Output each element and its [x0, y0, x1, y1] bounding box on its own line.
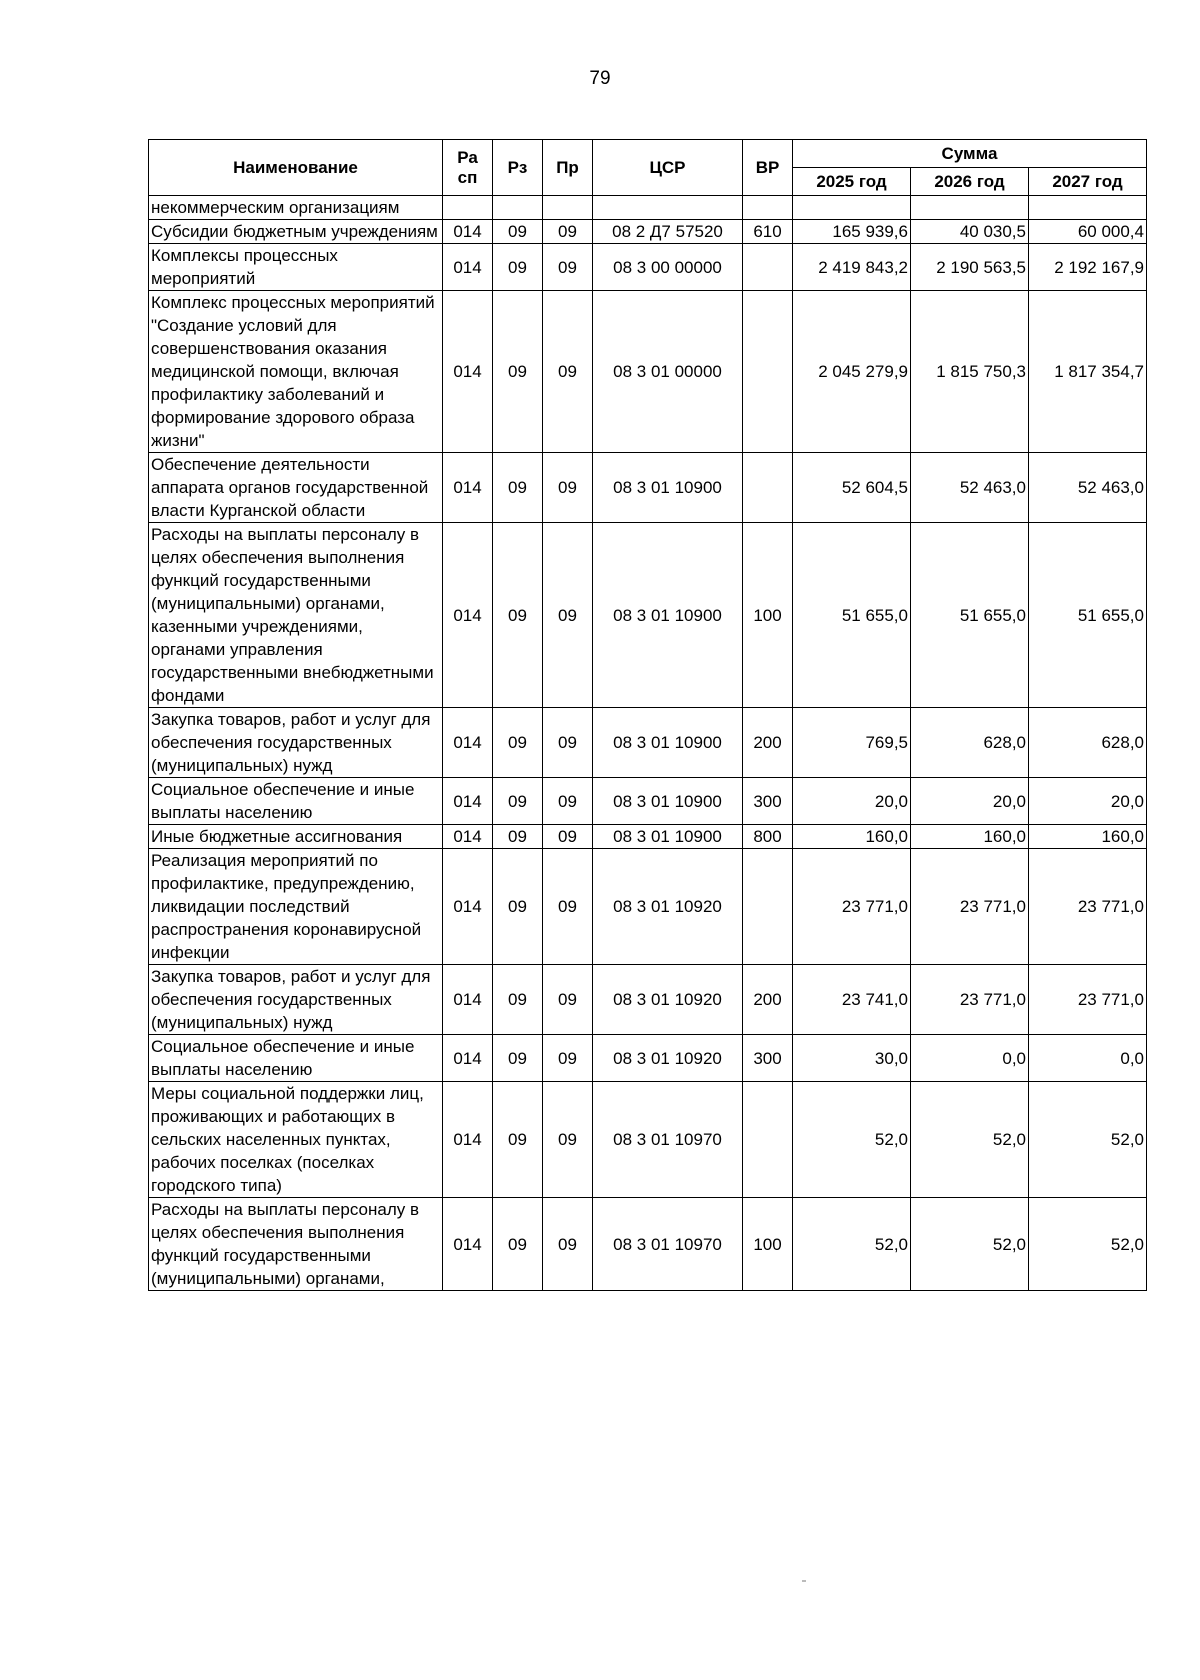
cell-vr: 300 [743, 1035, 793, 1082]
cell-csr: 08 3 01 10900 [593, 523, 743, 708]
cell-csr: 08 3 00 00000 [593, 244, 743, 291]
cell-2025: 52,0 [793, 1198, 911, 1291]
cell-2027: 2 192 167,9 [1029, 244, 1147, 291]
header-csr: ЦСР [593, 140, 743, 196]
header-rasp: Ра сп [443, 140, 493, 196]
cell-csr: 08 3 01 10900 [593, 825, 743, 849]
cell-vr [743, 1082, 793, 1198]
cell-rz: 09 [493, 965, 543, 1035]
cell-name: некоммерческим организациям [149, 196, 443, 220]
cell-2025: 20,0 [793, 778, 911, 825]
table-row [149, 825, 1147, 849]
cell-2025: 769,5 [793, 708, 911, 778]
cell-2026: 23 771,0 [911, 849, 1029, 965]
cell-rz: 09 [493, 220, 543, 244]
cell-2026: 52 463,0 [911, 453, 1029, 523]
cell-2026: 52,0 [911, 1198, 1029, 1291]
cell-pr: 09 [543, 453, 593, 523]
cell-2026: 1 815 750,3 [911, 291, 1029, 453]
cell-2026: 2 190 563,5 [911, 244, 1029, 291]
cell-name: Комплексы процессных мероприятий [149, 244, 443, 291]
cell-rasp: 014 [443, 523, 493, 708]
table-row [149, 778, 1147, 825]
cell-2027: 60 000,4 [1029, 220, 1147, 244]
cell-pr: 09 [543, 220, 593, 244]
cell-2027: 52 463,0 [1029, 453, 1147, 523]
table-row [149, 849, 1147, 965]
table-body [149, 196, 1147, 1291]
cell-name: Закупка товаров, работ и услуг для обеспечения государственных (муниципальных) нужд [149, 965, 443, 1035]
scan-speck [802, 1580, 806, 1582]
cell-2026 [911, 196, 1029, 220]
cell-vr: 300 [743, 778, 793, 825]
cell-rz: 09 [493, 453, 543, 523]
table-row [149, 1198, 1147, 1291]
cell-2025: 2 045 279,9 [793, 291, 911, 453]
cell-2025: 23 741,0 [793, 965, 911, 1035]
cell-rasp: 014 [443, 1082, 493, 1198]
table-row [149, 965, 1147, 1035]
cell-rz: 09 [493, 1082, 543, 1198]
cell-vr: 200 [743, 708, 793, 778]
cell-name: Социальное обеспечение и иные выплаты населению [149, 778, 443, 825]
table-row [149, 196, 1147, 220]
cell-2027: 51 655,0 [1029, 523, 1147, 708]
cell-2025: 160,0 [793, 825, 911, 849]
cell-2027: 52,0 [1029, 1198, 1147, 1291]
cell-rasp: 014 [443, 453, 493, 523]
cell-name: Социальное обеспечение и иные выплаты населению [149, 1035, 443, 1082]
cell-2027: 23 771,0 [1029, 849, 1147, 965]
cell-rz [493, 196, 543, 220]
cell-2026: 160,0 [911, 825, 1029, 849]
cell-2025 [793, 196, 911, 220]
cell-2026: 51 655,0 [911, 523, 1029, 708]
cell-2025: 2 419 843,2 [793, 244, 911, 291]
cell-vr: 800 [743, 825, 793, 849]
cell-pr: 09 [543, 523, 593, 708]
cell-vr: 100 [743, 523, 793, 708]
cell-rasp [443, 196, 493, 220]
cell-2026: 23 771,0 [911, 965, 1029, 1035]
cell-2025: 52 604,5 [793, 453, 911, 523]
cell-pr: 09 [543, 778, 593, 825]
cell-2026: 52,0 [911, 1082, 1029, 1198]
cell-2025: 165 939,6 [793, 220, 911, 244]
cell-rz: 09 [493, 523, 543, 708]
cell-rz: 09 [493, 1198, 543, 1291]
cell-csr: 08 3 01 10970 [593, 1198, 743, 1291]
cell-rasp: 014 [443, 244, 493, 291]
cell-rz: 09 [493, 244, 543, 291]
cell-name: Расходы на выплаты персоналу в целях обеспечения выполнения функций государственными (муниципальными) органами, казенными учреждениями, органами управления государственными внебюджетными фондами [149, 523, 443, 708]
cell-vr [743, 453, 793, 523]
cell-2027: 0,0 [1029, 1035, 1147, 1082]
cell-pr: 09 [543, 708, 593, 778]
cell-rasp: 014 [443, 965, 493, 1035]
cell-name: Комплекс процессных мероприятий "Создание условий для совершенствования оказания медицинской помощи, включая профилактику заболеваний и формирование здорового образа жизни" [149, 291, 443, 453]
cell-rasp: 014 [443, 220, 493, 244]
table-row [149, 523, 1147, 708]
cell-pr: 09 [543, 1198, 593, 1291]
cell-2026: 0,0 [911, 1035, 1029, 1082]
cell-csr [593, 196, 743, 220]
cell-2027: 160,0 [1029, 825, 1147, 849]
cell-vr: 610 [743, 220, 793, 244]
table-row [149, 453, 1147, 523]
cell-csr: 08 3 01 10920 [593, 965, 743, 1035]
cell-csr: 08 3 01 00000 [593, 291, 743, 453]
cell-rasp: 014 [443, 1198, 493, 1291]
cell-2026: 40 030,5 [911, 220, 1029, 244]
cell-rz: 09 [493, 778, 543, 825]
cell-name: Расходы на выплаты персоналу в целях обеспечения выполнения функций государственными (муниципальными) органами, [149, 1198, 443, 1291]
cell-pr: 09 [543, 965, 593, 1035]
cell-pr: 09 [543, 825, 593, 849]
cell-name: Субсидии бюджетным учреждениям [149, 220, 443, 244]
cell-vr [743, 291, 793, 453]
table-row [149, 1082, 1147, 1198]
cell-vr: 100 [743, 1198, 793, 1291]
cell-csr: 08 3 01 10920 [593, 849, 743, 965]
cell-rz: 09 [493, 1035, 543, 1082]
cell-name: Обеспечение деятельности аппарата органов государственной власти Курганской области [149, 453, 443, 523]
cell-csr: 08 3 01 10970 [593, 1082, 743, 1198]
header-rz: Рз [493, 140, 543, 196]
cell-2027: 52,0 [1029, 1082, 1147, 1198]
cell-2027: 20,0 [1029, 778, 1147, 825]
cell-rasp: 014 [443, 778, 493, 825]
header-vr: ВР [743, 140, 793, 196]
cell-rasp: 014 [443, 849, 493, 965]
header-name: Наименование [149, 140, 443, 196]
page-number: 79 [589, 68, 611, 89]
cell-name: Реализация мероприятий по профилактике, предупреждению, ликвидации последствий распространения коронавирусной инфекции [149, 849, 443, 965]
table-row [149, 244, 1147, 291]
cell-rasp: 014 [443, 825, 493, 849]
table-row [149, 220, 1147, 244]
cell-name: Иные бюджетные ассигнования [149, 825, 443, 849]
cell-2025: 51 655,0 [793, 523, 911, 708]
cell-rasp: 014 [443, 708, 493, 778]
cell-2026: 628,0 [911, 708, 1029, 778]
cell-rasp: 014 [443, 291, 493, 453]
table-row [149, 291, 1147, 453]
cell-rz: 09 [493, 708, 543, 778]
cell-pr: 09 [543, 1082, 593, 1198]
cell-vr [743, 849, 793, 965]
table-header [149, 140, 1147, 196]
cell-2027: 23 771,0 [1029, 965, 1147, 1035]
cell-rz: 09 [493, 849, 543, 965]
cell-rz: 09 [493, 291, 543, 453]
cell-pr: 09 [543, 291, 593, 453]
cell-2027: 1 817 354,7 [1029, 291, 1147, 453]
cell-csr: 08 3 01 10900 [593, 453, 743, 523]
header-sum: Сумма [793, 140, 1147, 168]
header-year-2025: 2025 год [793, 168, 911, 196]
table-row [149, 1035, 1147, 1082]
cell-vr [743, 244, 793, 291]
cell-name: Меры социальной поддержки лиц, проживающих и работающих в сельских населенных пунктах, рабочих поселках (поселках городского типа) [149, 1082, 443, 1198]
cell-csr: 08 3 01 10900 [593, 708, 743, 778]
cell-2027 [1029, 196, 1147, 220]
cell-pr: 09 [543, 1035, 593, 1082]
cell-csr: 08 3 01 10900 [593, 778, 743, 825]
cell-pr [543, 196, 593, 220]
cell-vr [743, 196, 793, 220]
cell-name: Закупка товаров, работ и услуг для обеспечения государственных (муниципальных) нужд [149, 708, 443, 778]
cell-pr: 09 [543, 244, 593, 291]
cell-rz: 09 [493, 825, 543, 849]
table-row [149, 708, 1147, 778]
cell-csr: 08 3 01 10920 [593, 1035, 743, 1082]
budget-table [148, 139, 1147, 1291]
cell-rasp: 014 [443, 1035, 493, 1082]
cell-csr: 08 2 Д7 57520 [593, 220, 743, 244]
header-pr: Пр [543, 140, 593, 196]
header-year-2027: 2027 год [1029, 168, 1147, 196]
cell-2027: 628,0 [1029, 708, 1147, 778]
cell-vr: 200 [743, 965, 793, 1035]
cell-2025: 52,0 [793, 1082, 911, 1198]
cell-pr: 09 [543, 849, 593, 965]
cell-2026: 20,0 [911, 778, 1029, 825]
cell-2025: 30,0 [793, 1035, 911, 1082]
header-year-2026: 2026 год [911, 168, 1029, 196]
cell-2025: 23 771,0 [793, 849, 911, 965]
